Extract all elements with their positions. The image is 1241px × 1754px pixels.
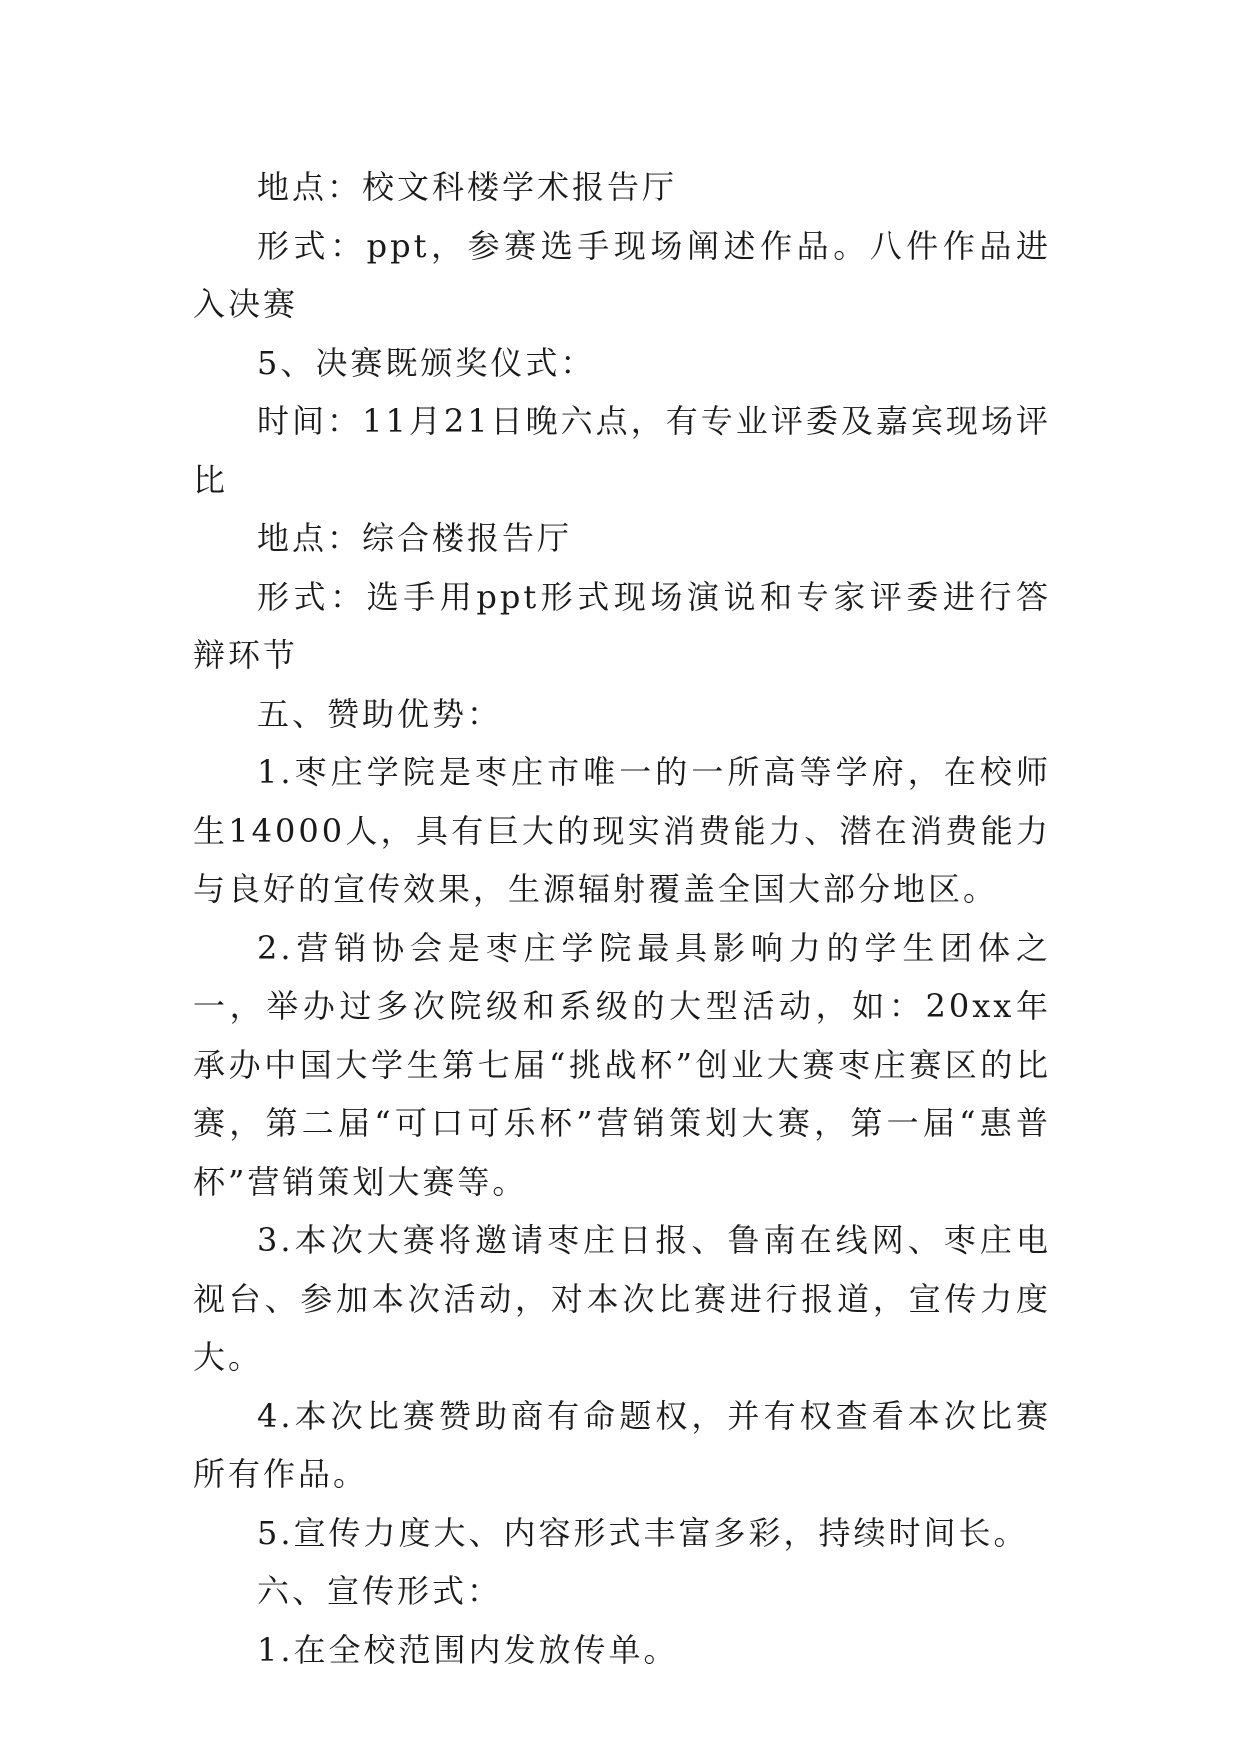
paragraph-advantage-2: 2.营销协会是枣庄学院最具影响力的学生团体之一，举办过多次院级和系级的大型活动，如：20xx年承办中国大学生第七届“挑战杯”创业大赛枣庄赛区的比赛，第二届“可口可乐杯”营销策划大赛，第一届“惠普杯”营销策划大赛等。 (193, 928, 1051, 1201)
paragraph-advantage-4: 4.本次比赛赞助商有命题权，并有权查看本次比赛所有作品。 (193, 1396, 1051, 1493)
paragraph-venue: 地点：校文科楼学术报告厅 (257, 168, 678, 206)
section-heading-publicity: 六、宣传形式： (257, 1572, 503, 1610)
paragraph-final-format: 形式：选手用ppt形式现场演说和专家评委进行答辩环节 (193, 577, 1051, 674)
paragraph-advantage-3: 3.本次大赛将邀请枣庄日报、鲁南在线网、枣庄电视台、参加本次活动，对本次比赛进行报道，宣传力度大。 (193, 1221, 1051, 1376)
paragraph-final-venue: 地点：综合楼报告厅 (257, 519, 573, 557)
paragraph-advantage-1: 1.枣庄学院是枣庄市唯一的一所高等学府，在校师生14000人，具有巨大的现实消费能力、潜在消费能力与良好的宣传效果，生源辐射覆盖全国大部分地区。 (193, 753, 1051, 908)
document-body (193, 158, 1051, 1679)
paragraph-advantage-5: 5.宣传力度大、内容形式丰富多彩，持续时间长。 (257, 1513, 1029, 1552)
paragraph-format: 形式：ppt，参赛选手现场阐述作品。八件作品进入决赛 (193, 226, 1051, 323)
paragraph-publicity-1: 1.在全校范围内发放传单。 (257, 1630, 679, 1669)
paragraph-final-heading: 5、决赛既颁奖仪式： (257, 343, 596, 382)
section-heading-sponsorship: 五、赞助优势： (257, 694, 503, 733)
paragraph-final-time: 时间：11月21日晚六点，有专业评委及嘉宾现场评比 (193, 402, 1051, 499)
